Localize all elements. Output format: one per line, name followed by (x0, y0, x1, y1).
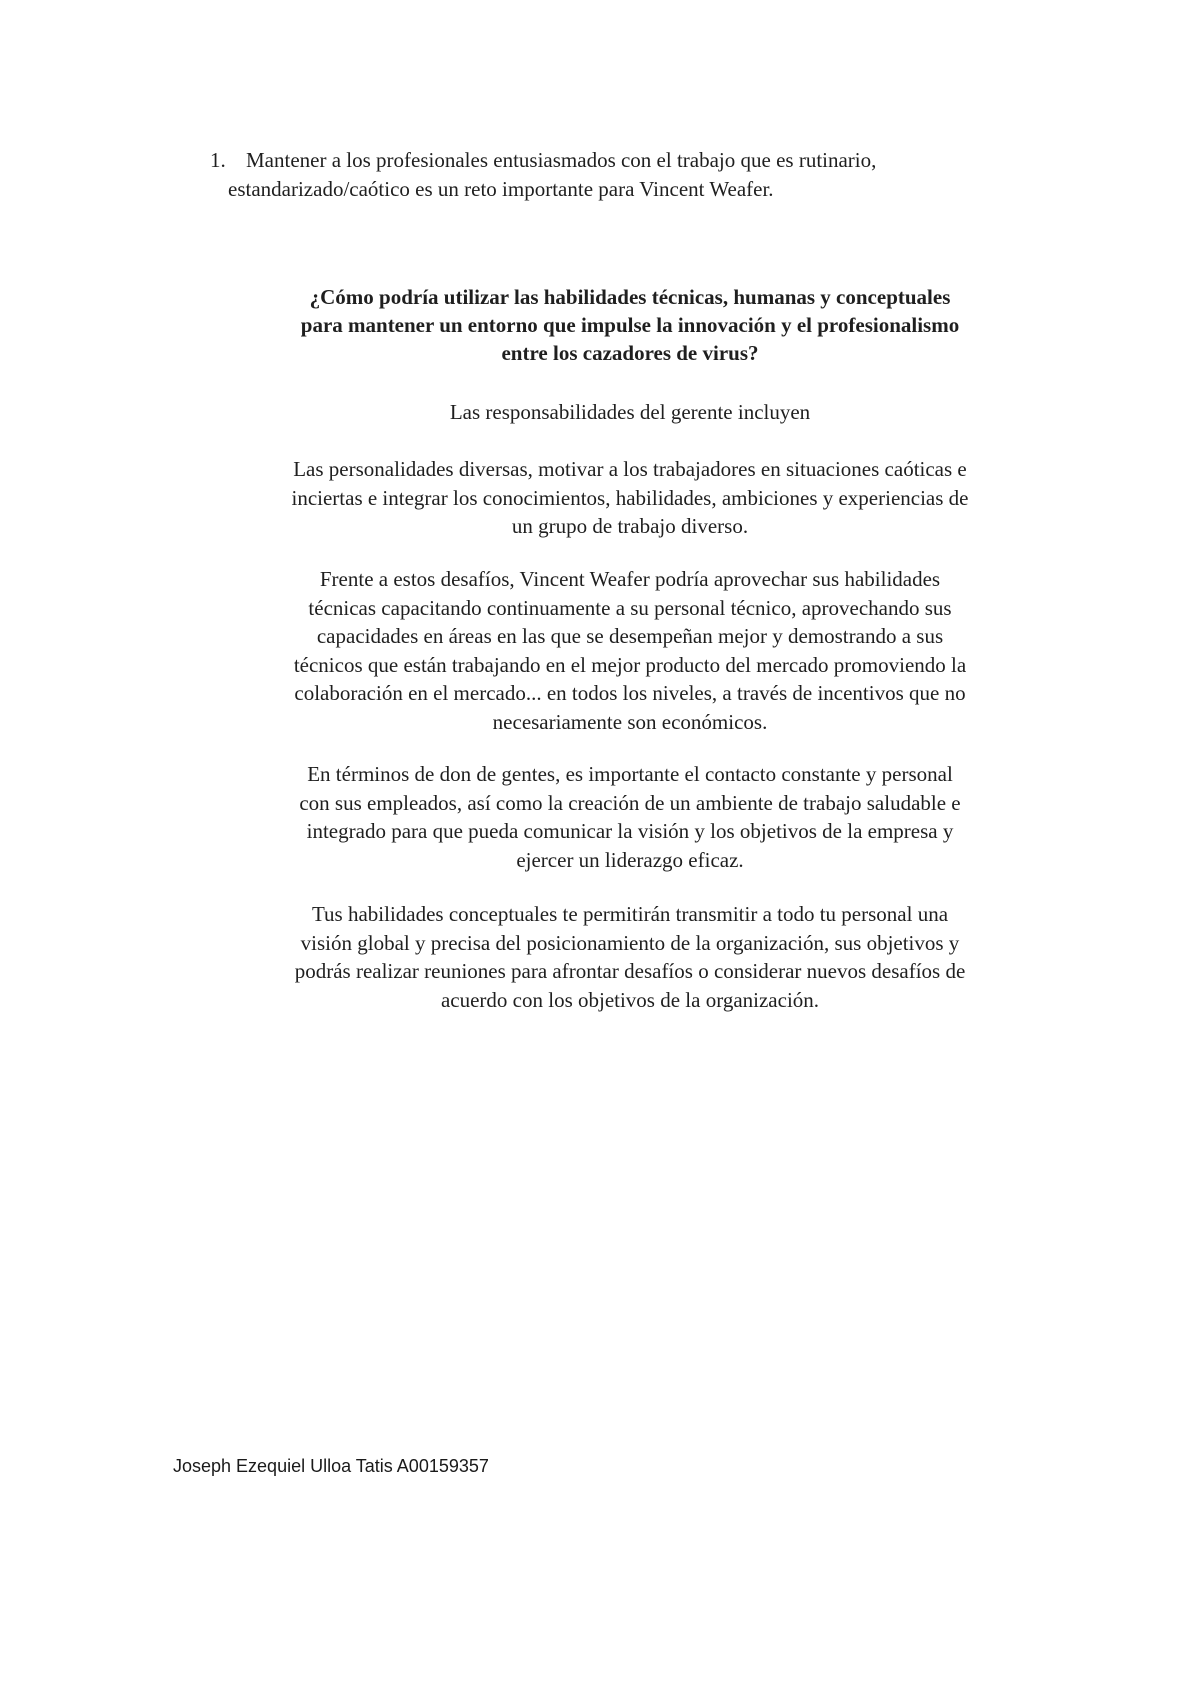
intro-line: Las responsabilidades del gerente incluyen (449, 400, 811, 424)
paragraph-line: integrado para que pueda comunicar la visión y los objetivos de la empresa y (306, 819, 954, 843)
paragraph-line: un grupo de trabajo diverso. (511, 514, 749, 538)
paragraph-line: necesariamente son económicos. (492, 709, 768, 734)
paragraph-line: Tus habilidades conceptuales te permitirán transmitir a todo tu personal una (311, 902, 949, 926)
paragraph-line: colaboración en el mercado... en todos los niveles, a través de incentivos que no (294, 681, 966, 705)
paragraph-technical-skills (235, 565, 1025, 736)
paragraph-line: técnicas capacitando continuamente a su personal técnico, aprovechando sus (308, 595, 952, 620)
heading-line-3: entre los cazadores de virus? (501, 341, 759, 365)
paragraph-line: Frente a estos desafíos, Vincent Weafer podría aprovechar sus habilidades (319, 567, 941, 591)
heading-line-2: para mantener un entorno que impulse la innovación y el profesionalismo (300, 313, 960, 337)
paragraph-people-skills (235, 760, 1025, 874)
paragraph-line: visión global y precisa del posicionamiento de la organización, sus objetivos y (300, 930, 960, 955)
paragraph-line: Las personalidades diversas, motivar a los trabajadores en situaciones caóticas e (293, 457, 967, 481)
paragraph-line: podrás realizar reuniones para afrontar desafíos o considerar nuevos desafíos de (294, 959, 966, 983)
list-text-line-1: Mantener a los profesionales entusiasmados con el trabajo que es rutinario, (246, 148, 877, 172)
paragraph-conceptual-skills (235, 900, 1025, 1014)
question-heading (235, 283, 1025, 367)
heading-line-1: ¿Cómo podría utilizar las habilidades técnicas, humanas y conceptuales (309, 285, 951, 309)
paragraph-line: con sus empleados, así como la creación de un ambiente de trabajo saludable e (299, 790, 961, 815)
paragraph-line: técnicos que están trabajando en el mejor producto del mercado promoviendo la (293, 652, 967, 677)
paragraph-line: ejercer un liderazgo eficaz. (516, 847, 744, 872)
list-text-line-2: estandarizado/caótico es un reto importante para Vincent Weafer. (228, 177, 774, 201)
paragraph-line: acuerdo con los objetivos de la organización. (440, 987, 820, 1012)
paragraph-line: En términos de don de gentes, es importante el contacto constante y personal (307, 762, 953, 786)
paragraph-responsibilities (235, 455, 1025, 541)
paragraph-line: capacidades en áreas en las que se desempeñan mejor y demostrando a sus (316, 624, 944, 648)
paragraph-line: inciertas e integrar los conocimientos, habilidades, ambiciones y experiencias de (291, 485, 969, 510)
author-footer: Joseph Ezequiel Ulloa Tatis A00159357 (173, 1456, 489, 1476)
list-number: 1. (210, 148, 226, 172)
numbered-list-item (210, 146, 1010, 204)
